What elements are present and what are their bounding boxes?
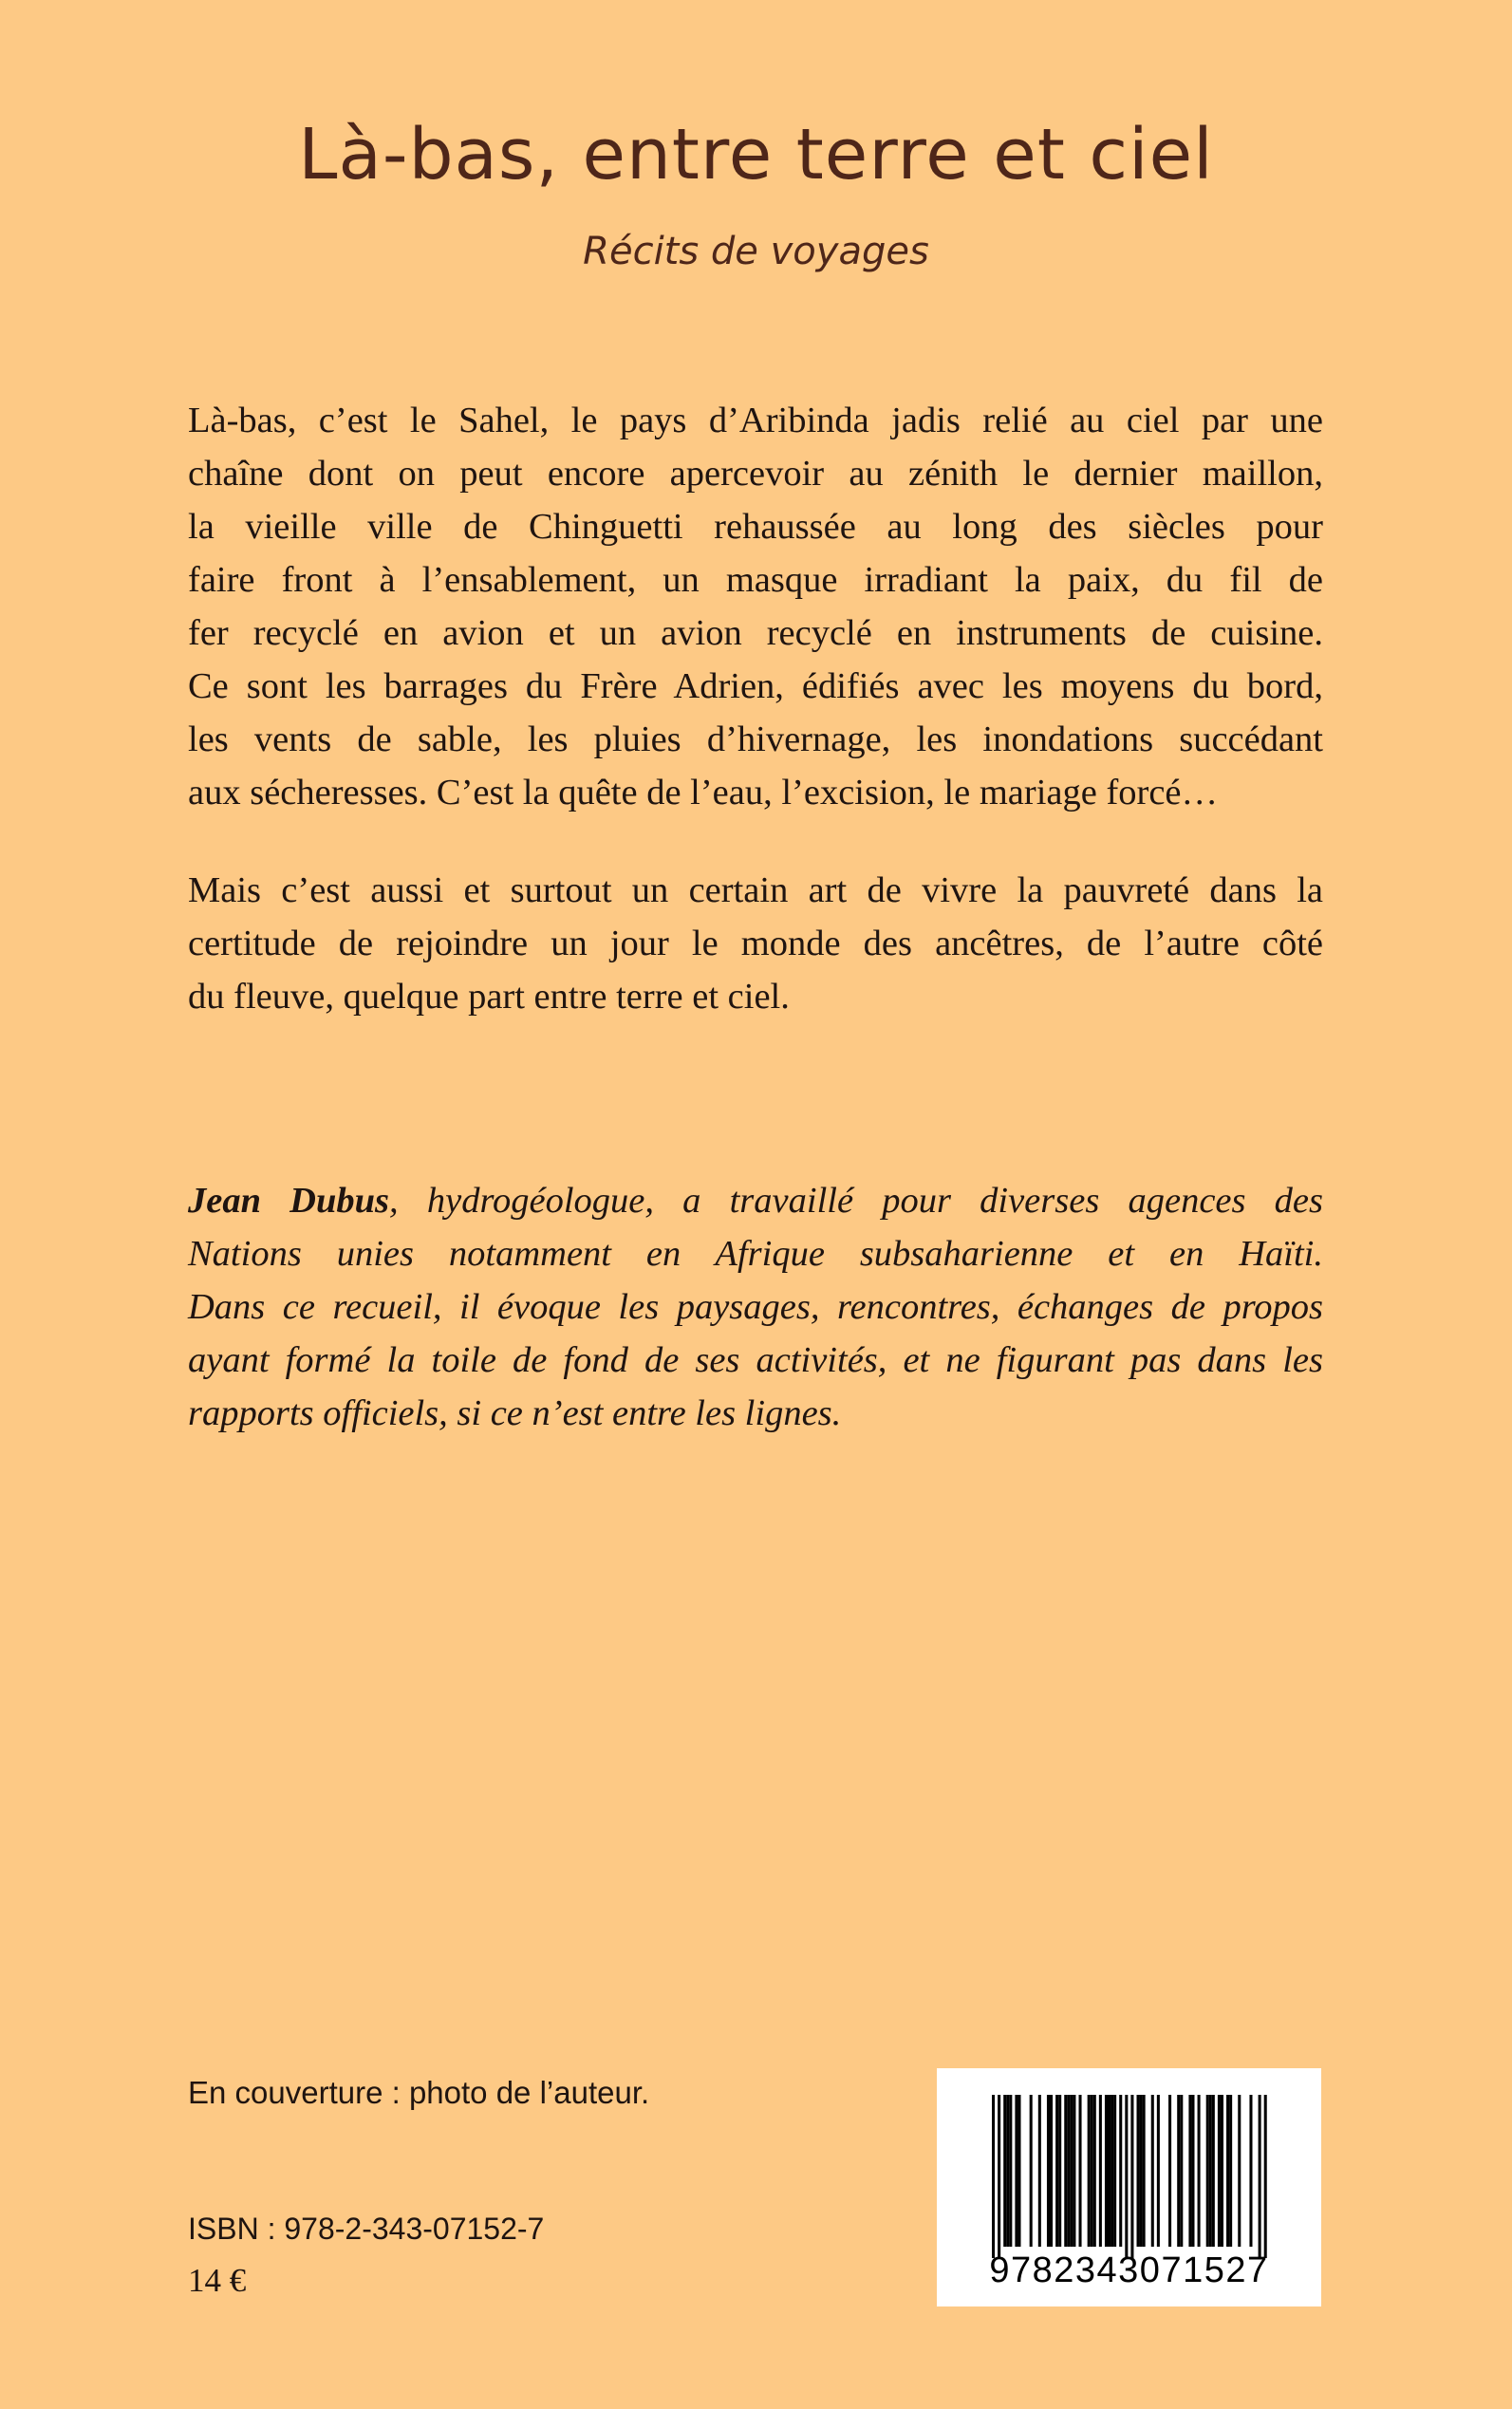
text-line: certitude de rejoindre un jour le monde des ancêtres, de l’autre côté	[188, 924, 1323, 963]
text-line: Ce sont les barrages du Frère Adrien, édifiés avec les moyens du bord,	[188, 666, 1323, 706]
barcode	[937, 2068, 1321, 2306]
barcode-bar	[1055, 2095, 1058, 2247]
barcode-bar	[1206, 2095, 1209, 2247]
text-line: Dans ce recueil, il évoque les paysages, rencontres, échanges de propos	[188, 1287, 1323, 1327]
barcode-bar	[1064, 2095, 1067, 2247]
text-line	[188, 1174, 1323, 1227]
barcode-bar	[1030, 2095, 1033, 2247]
barcode-bar	[1218, 2095, 1221, 2247]
barcode-bar	[1038, 2095, 1041, 2247]
barcode-bar	[1070, 2095, 1073, 2247]
book-subtitle: Récits de voyages	[583, 230, 929, 273]
text-line: aux sécheresses. C’est la quête de l’eau, l’excision, le mariage forcé…	[188, 773, 1219, 812]
barcode-digits: 9782343071527	[989, 2250, 1269, 2290]
barcode-bar	[1137, 2095, 1140, 2247]
description-paragraph-2	[188, 864, 1323, 1023]
barcode-bar	[1168, 2095, 1171, 2247]
barcode-bar	[1188, 2095, 1191, 2247]
barcode-bar	[998, 2095, 1000, 2258]
book-title: Là-bas, entre terre et ciel	[298, 114, 1214, 196]
text-line: Là-bas, c’est le Sahel, le pays d’Aribinda jadis relié au ciel par une	[188, 401, 1323, 440]
barcode-bar	[1093, 2095, 1096, 2247]
barcode-bar	[1015, 2095, 1017, 2247]
barcode-bar	[1157, 2095, 1160, 2247]
barcode-bar	[1009, 2095, 1012, 2247]
barcode-bar	[1108, 2095, 1111, 2247]
barcode-bar	[1209, 2095, 1212, 2247]
barcode-bar	[1099, 2095, 1102, 2247]
barcode-bar	[1264, 2095, 1267, 2258]
barcode-bar	[1067, 2095, 1070, 2247]
barcode-bar	[1229, 2095, 1232, 2247]
text-line: ayant formé la toile de fond de ses activités, et ne figurant pas dans les	[188, 1340, 1323, 1380]
barcode-bar	[1091, 2095, 1093, 2247]
barcode-bar	[1180, 2095, 1183, 2247]
barcode-bar	[1226, 2095, 1229, 2247]
barcode-bar	[1191, 2095, 1194, 2247]
barcode-bar	[1017, 2095, 1020, 2247]
text-line: la vieille ville de Chinguetti rehaussée au long des siècles pour	[188, 507, 1323, 547]
text-line: les vents de sable, les pluies d’hivernage, les inondations succédant	[188, 719, 1323, 759]
text-line: rapports officiels, si ce n’est entre les lignes.	[188, 1393, 842, 1433]
author-bio	[188, 1174, 1323, 1440]
barcode-bar	[1212, 2095, 1215, 2247]
text-line: Mais c’est aussi et surtout un certain art de vivre la pauvreté dans la	[188, 870, 1323, 910]
barcode-bar	[1073, 2095, 1075, 2247]
text-line: faire front à l’ensablement, un masque irradiant la paix, du fil de	[188, 560, 1323, 600]
barcode-bar	[1119, 2095, 1122, 2247]
cover-credit: En couverture : photo de l’auteur.	[188, 2075, 650, 2110]
text-line: fer recyclé en avion et un avion recyclé en instruments de cuisine.	[188, 613, 1323, 653]
barcode-bar	[1088, 2095, 1091, 2247]
barcode-bar	[1238, 2095, 1241, 2247]
barcode-bar	[1221, 2095, 1223, 2247]
barcode-bar	[1050, 2095, 1053, 2247]
text-line: chaîne dont on peut encore apercevoir au zénith le dernier maillon,	[188, 454, 1323, 494]
barcode-bar	[1259, 2095, 1261, 2258]
isbn-text: ISBN : 978-2-343-07152-7	[188, 2212, 545, 2246]
barcode-bar	[1198, 2095, 1201, 2247]
barcode-bar	[1105, 2095, 1108, 2247]
barcode-bar	[1006, 2095, 1009, 2247]
price-text: 14 €	[188, 2262, 247, 2299]
barcode-bar	[1151, 2095, 1154, 2247]
text-line: du fleuve, quelque part entre terre et ciel.	[188, 977, 790, 1017]
barcode-bar	[1079, 2095, 1082, 2247]
barcode-bar	[1125, 2095, 1128, 2258]
barcode-bar	[1130, 2095, 1133, 2258]
barcode-bars-icon	[937, 2068, 1321, 2258]
barcode-bar	[1143, 2095, 1146, 2247]
barcode-bar	[1249, 2095, 1252, 2247]
barcode-bar	[992, 2095, 995, 2258]
barcode-bar	[1111, 2095, 1113, 2247]
description-paragraph-1	[188, 394, 1323, 819]
barcode-bar	[1113, 2095, 1116, 2247]
barcode-bar	[1003, 2095, 1006, 2247]
barcode-bar	[1047, 2095, 1050, 2247]
bio-first-line: , hydrogéologue, a travaillé pour diverses agences des	[389, 1181, 1323, 1221]
text-line: Nations unies notamment en Afrique subsaharienne et en Haïti.	[188, 1234, 1323, 1274]
author-name: Jean Dubus	[188, 1181, 390, 1221]
barcode-bar	[1058, 2095, 1061, 2247]
barcode-bar	[1177, 2095, 1180, 2247]
barcode-bar	[1140, 2095, 1143, 2247]
